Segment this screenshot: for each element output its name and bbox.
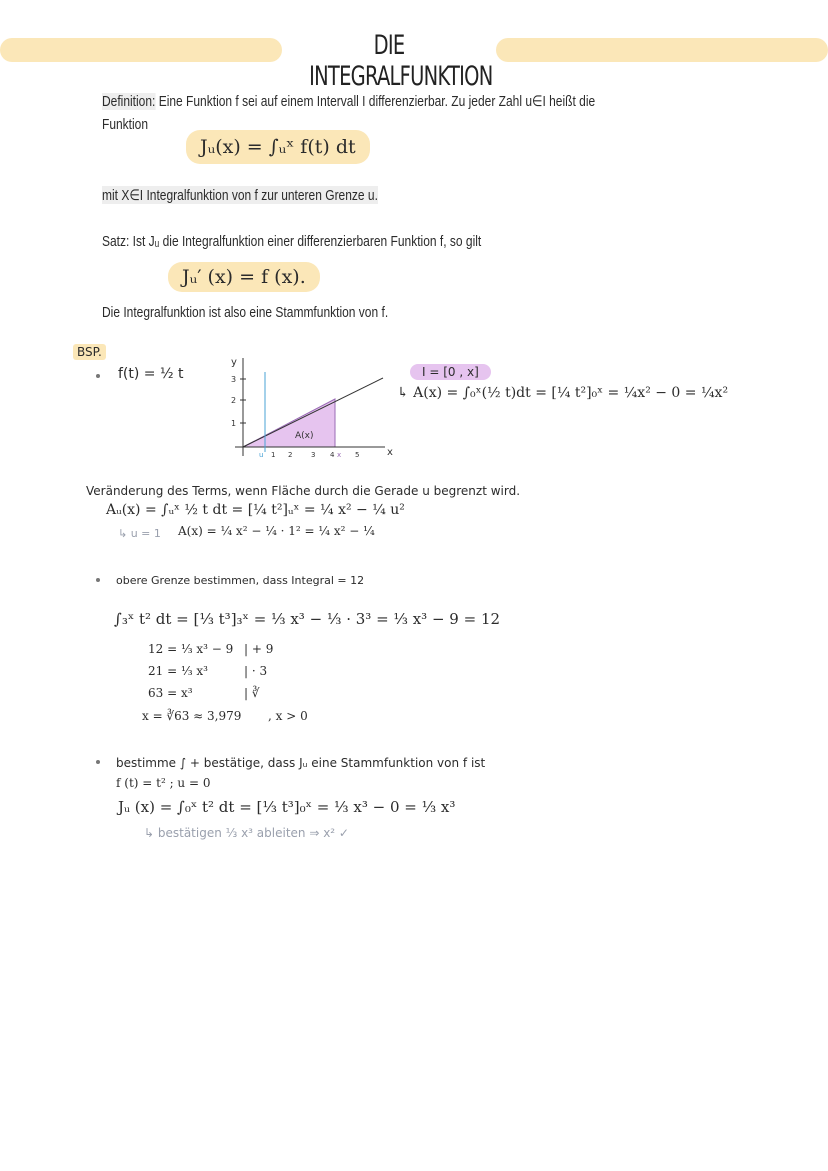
bestaetigen-check: ↳ bestätigen ⅓ x³ ableiten ⇒ x² ✓ [144,826,349,840]
veraenderung-eq2: A(x) = ¼ x² − ¼ · 1² = ¼ x² − ¼ [178,524,375,538]
x-axis-label: x [387,447,393,458]
bullet-3 [96,760,100,764]
veraenderung-note: ↳ u = 1 [118,527,161,540]
step-3-right: | ∛ [244,686,260,700]
x-tick-5: 5 [355,451,360,459]
definition-text: Eine Funktion f sei auf einem Intervall I differenzierbar. Zu jeder Zahl u∈I heißt die [158,93,596,110]
obere-grenze-eq: ∫₃ˣ t² dt = [⅓ t³]₃ˣ = ⅓ x³ − ⅓ · 3³ = ⅓ x³ − 9 = 12 [114,610,501,628]
definition-text-2: Funktion [102,116,149,133]
interval-label: I = [0 , x] [410,364,491,380]
bullet-1 [96,374,100,378]
x-tick-1: 1 [271,451,276,459]
title-band-left [0,38,282,62]
area-label: A(x) [295,431,314,441]
y-tick-2: 2 [231,396,237,405]
step-3-left: 63 = x³ [148,686,193,700]
y-tick-3: 3 [231,375,237,384]
obere-grenze-heading: obere Grenze bestimmen, dass Integral = 12 [116,574,365,587]
definition-line [102,92,595,110]
area-equation: ↳ A(x) = ∫₀ˣ(½ t)dt = [¼ t²]₀ˣ = ¼x² − 0 = ¼x² [397,385,729,401]
bestaetigen-given: f (t) = t² ; u = 0 [116,776,211,790]
step-4-right: , x > 0 [268,709,308,723]
integral-graph [225,352,405,464]
veraenderung-eq1: Aᵤ(x) = ∫ᵤˣ ½ t dt = [¼ t²]ᵤˣ = ¼ x² − ¼ u² [106,502,405,518]
step-1-right: | + 9 [244,642,274,656]
x-tick-2: 2 [288,451,293,459]
step-2-left: 21 = ⅓ x³ [148,664,208,678]
step-4-left: x = ∛63 ≈ 3,979 [142,709,242,723]
x-tick-4: 4 [330,451,335,459]
satz-formula: Jᵤ′ (x) = f (x). [168,262,320,292]
definition-label: Definition: [102,93,156,110]
satz-text: Satz: Ist Jᵤ die Integralfunktion einer differenzierbaren Funktion f, so gilt [102,233,482,250]
page-title: DIE INTEGRALFUNKTION [309,30,493,92]
x-tick-x: x [337,451,342,459]
satz-conclusion: Die Integralfunktion ist also eine Stammfunktion von f. [102,304,389,321]
y-axis-label: y [231,357,237,368]
definition-after: mit X∈I Integralfunktion von f zur unteren Grenze u. [102,187,378,204]
bestaetigen-eq: Jᵤ (x) = ∫₀ˣ t² dt = [⅓ t³]₀ˣ = ⅓ x³ − 0 = ⅓ x³ [118,798,456,816]
bullet-2 [96,578,100,582]
veraenderung-heading: Veränderung des Terms, wenn Fläche durch die Gerade u begrenzt wird. [86,484,521,498]
step-1-left: 12 = ⅓ x³ − 9 [148,642,234,656]
x-tick-3: 3 [311,451,316,459]
bsp-label: BSP. [73,344,106,360]
x-tick-u: u [259,451,264,459]
step-2-right: | · 3 [244,664,268,678]
definition-formula: Jᵤ(x) = ∫ᵤˣ f(t) dt [186,130,370,164]
bsp-function: f(t) = ½ t [118,366,184,382]
y-tick-1: 1 [231,419,237,428]
title-band-right [496,38,828,62]
bestaetigen-heading: bestimme ∫ + bestätige, dass Jᵤ eine Stammfunktion von f ist [116,756,486,770]
